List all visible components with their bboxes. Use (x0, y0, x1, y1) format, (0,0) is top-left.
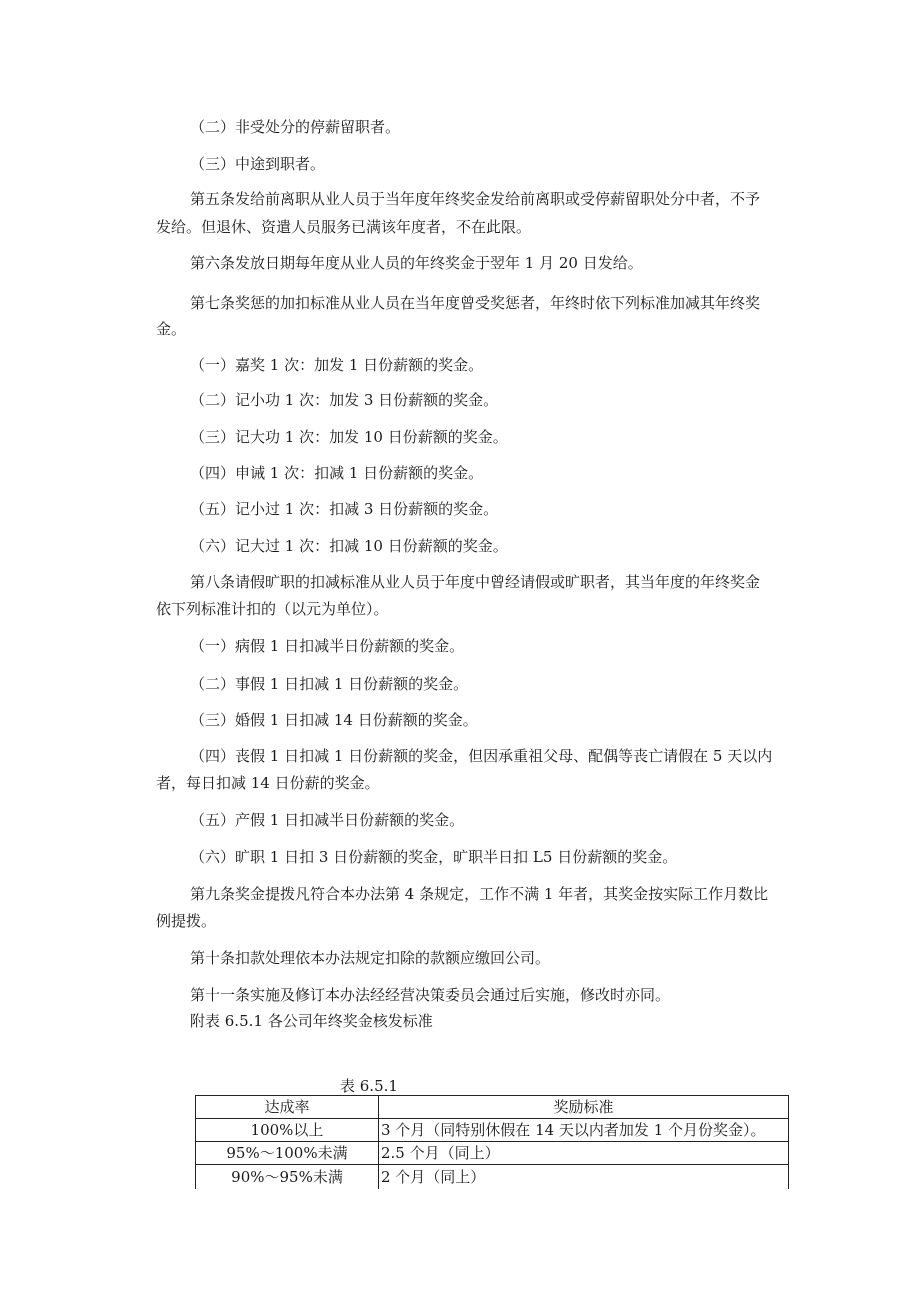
list-item: （三）婚假 1 日扣减 14 日份薪额的奖金。 (190, 711, 478, 729)
list-item-line-1: （四）丧假 1 日扣减 1 日份薪额的奖金，但因承重祖父母、配偶等丧亡请假在 5 天以内 (190, 747, 773, 765)
article-5-line-1: 第五条发给前离职从业人员于当年度年终奖金发给前离职或受停薪留职处分中者，不予 (190, 190, 761, 208)
list-item: （六）记大过 1 次：扣减 10 日份薪额的奖金。 (190, 537, 508, 555)
list-item: （二）事假 1 日扣减 1 日份薪额的奖金。 (190, 675, 469, 693)
table-header-row (196, 1096, 789, 1119)
list-item: （二）记小功 1 次：加发 3 日份薪额的奖金。 (190, 391, 499, 409)
list-item: （四）申诫 1 次：扣减 1 日份薪额的奖金。 (190, 464, 484, 482)
cell-standard: 2.5 个月（同上） (379, 1142, 789, 1165)
paragraph-line: （二）非受处分的停薪留职者。 (190, 118, 401, 136)
article-8-line-2: 依下列标准计扣的（以元为单位）。 (156, 600, 389, 618)
table-row (196, 1165, 789, 1190)
article-9-line-1: 第九条奖金提拨凡符合本办法第 4 条规定，工作不满 1 年者，其奖金按实际工作月数比 (190, 885, 769, 903)
article-10-line: 第十条扣款处理依本办法规定扣除的款额应缴回公司。 (190, 949, 551, 967)
article-6-line: 第六条发放日期每年度从业人员的年终奖金于翌年 1 月 20 日发给。 (190, 254, 643, 272)
cell-rate: 90%～95%未满 (196, 1165, 379, 1190)
cell-standard: 2 个月（同上） (379, 1165, 789, 1190)
appendix-title: 附表 6.5.1 各公司年终奖金核发标准 (190, 1012, 433, 1030)
list-item: （一）嘉奖 1 次：加发 1 日份薪额的奖金。 (190, 356, 484, 374)
article-5-line-2: 发给。但退休、资遣人员服务已满该年度者，不在此限。 (156, 218, 532, 236)
paragraph-line: （三）中途到职者。 (190, 155, 326, 173)
article-8-line-1: 第八条请假旷职的扣减标准从业人员于年度中曾经请假或旷职者，其当年度的年终奖金 (190, 573, 761, 591)
article-11-line: 第十一条实施及修订本办法经经营决策委员会通过后实施，修改时亦同。 (190, 986, 671, 1004)
table-row (196, 1119, 789, 1142)
bonus-standard-table (195, 1095, 789, 1189)
cell-standard: 3 个月（同特别休假在 14 天以内者加发 1 个月份奖金）。 (379, 1119, 789, 1142)
header-reward-standard: 奖励标准 (379, 1096, 789, 1119)
list-item-line-2: 者，每日扣减 14 日份薪的奖金。 (156, 774, 380, 792)
cell-rate: 95%～100%未满 (196, 1142, 379, 1165)
header-achievement-rate: 达成率 (196, 1096, 379, 1119)
list-item: （三）记大功 1 次：加发 10 日份薪额的奖金。 (190, 428, 508, 446)
table-row (196, 1142, 789, 1165)
cell-rate: 100%以上 (196, 1119, 379, 1142)
list-item: （五）记小过 1 次：扣减 3 日份薪额的奖金。 (190, 500, 499, 518)
list-item: （一）病假 1 日扣减半日份薪额的奖金。 (190, 637, 465, 655)
article-7-line-1: 第七条奖惩的加扣标准从业人员在当年度曾受奖惩者，年终时依下列标准加减其年终奖 (190, 294, 761, 312)
article-7-line-2: 金。 (156, 320, 187, 338)
table-caption: 表 6.5.1 (340, 1077, 398, 1095)
article-9-line-2: 例提拨。 (156, 912, 217, 930)
list-item: （五）产假 1 日扣减半日份薪额的奖金。 (190, 811, 465, 829)
list-item: （六）旷职 1 日扣 3 日份薪额的奖金，旷职半日扣 L5 日份薪额的奖金。 (190, 848, 678, 866)
